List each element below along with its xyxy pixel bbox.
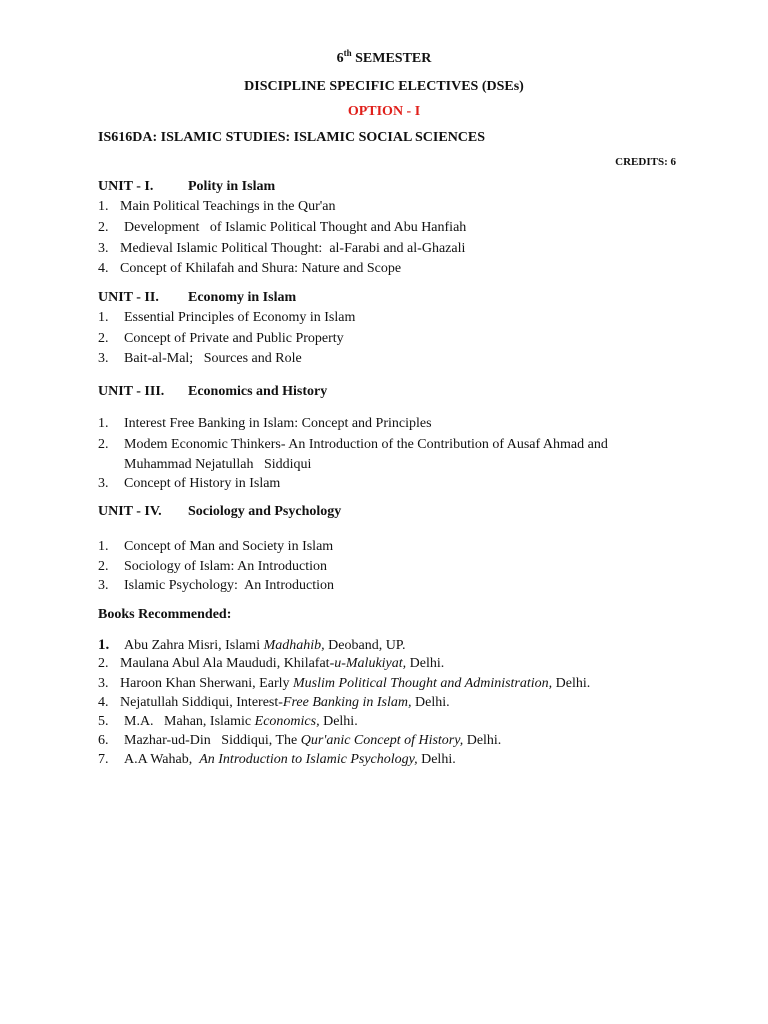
unit-2-heading: UNIT - II. Economy in Islam bbox=[98, 290, 297, 305]
list-item: 3. Medieval Islamic Political Thought: al-Farabi and al-Ghazali bbox=[98, 241, 466, 256]
list-item: 3. Islamic Psychology: An Introduction bbox=[98, 578, 334, 593]
list-item: 2. Sociology of Islam: An Introduction bbox=[98, 559, 327, 574]
book-item: 3. Haroon Khan Sherwani, Early Muslim Political Thought and Administration, Delhi. bbox=[98, 676, 591, 691]
unit-1-heading: UNIT - I. Polity in Islam bbox=[98, 179, 276, 194]
book-item: 5. M.A. Mahan, Islamic Economics, Delhi. bbox=[98, 714, 358, 729]
book-item: 7. A.A Wahab, An Introduction to Islamic Psychology, Delhi. bbox=[98, 752, 456, 767]
book-item: 4. Nejatullah Siddiqui, Interest-Free Banking in Islam, Delhi. bbox=[98, 695, 450, 710]
list-item: 1. Essential Principles of Economy in Islam bbox=[98, 310, 356, 325]
list-item: 1. Concept of Man and Society in Islam bbox=[98, 539, 334, 554]
books-heading: Books Recommended: bbox=[98, 607, 232, 622]
list-item: 1. Interest Free Banking in Islam: Concept and Principles bbox=[98, 416, 432, 431]
list-item: 3. Bait-al-Mal; Sources and Role bbox=[98, 351, 302, 366]
book-item: 2. Maulana Abul Ala Maududi, Khilafat-u-Malukiyat, Delhi. bbox=[98, 656, 445, 671]
list-item: 3. Concept of History in Islam bbox=[98, 476, 281, 491]
list-item: Muhammad Nejatullah Siddiqui bbox=[124, 457, 312, 472]
list-item: 2. Concept of Private and Public Property bbox=[98, 331, 344, 346]
list-item: 2. Modem Economic Thinkers- An Introduction of the Contribution of Ausaf Ahmad and bbox=[98, 437, 608, 452]
unit-3-heading: UNIT - III. Economics and History bbox=[98, 384, 328, 399]
list-item: 4. Concept of Khilafah and Shura: Nature and Scope bbox=[98, 261, 402, 276]
course-title: IS616DA: ISLAMIC STUDIES: ISLAMIC SOCIAL SCIENCES bbox=[98, 130, 486, 145]
book-item: 1. Abu Zahra Misri, Islami Madhahib, Deoband, UP. bbox=[98, 637, 406, 653]
unit-4-heading: UNIT - IV. Sociology and Psychology bbox=[98, 504, 342, 519]
book-item: 6. Mazhar-ud-Din Siddiqui, The Qur'anic Concept of History, Delhi. bbox=[98, 733, 502, 748]
list-item: 2. Development of Islamic Political Thought and Abu Hanfiah bbox=[98, 220, 467, 235]
semester-heading: 6th SEMESTER bbox=[336, 48, 432, 66]
option-heading: OPTION - I bbox=[347, 104, 421, 119]
credits-label: CREDITS: 6 bbox=[615, 156, 676, 168]
discipline-heading: DISCIPLINE SPECIFIC ELECTIVES (DSEs) bbox=[244, 79, 524, 94]
list-item: 1. Main Political Teachings in the Qur'an bbox=[98, 199, 336, 214]
